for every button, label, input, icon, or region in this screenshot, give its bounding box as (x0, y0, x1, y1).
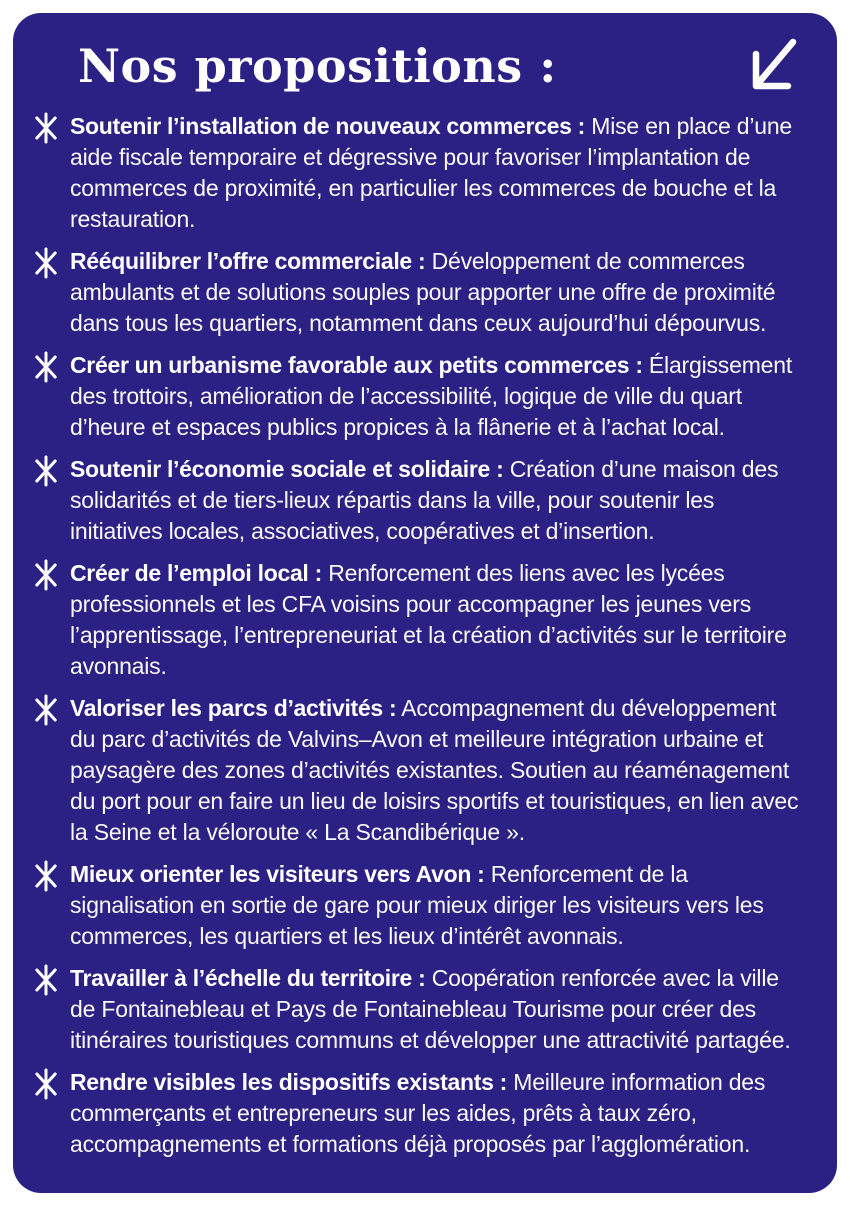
proposition-text (70, 963, 801, 1056)
asterisk-icon (31, 246, 61, 282)
asterisk-icon (31, 693, 61, 729)
proposition-body: Développement de commerces ambulants et de solutions souples pour apporter une offre de proximité dans tous les quartiers, notamment dans ceux aujourd’hui dépourvus. (70, 248, 776, 336)
proposition-body: Meilleure information des commerçants et entrepreneurs sur les aides, prêts à taux zéro, accompagnements et formations déjà proposés par l’agglomération. (70, 1069, 766, 1157)
proposition-body: Renforcement des liens avec les lycées professionnels et les CFA voisins pour accompagner les jeunes vers l’apprentissage, l’entrepreneuriat et la création d’activités sur le territoire avonnais. (70, 560, 787, 679)
proposition-title: Rendre visibles les dispositifs existants : (70, 1069, 508, 1095)
list-item (31, 1067, 801, 1160)
proposition-text (70, 246, 801, 339)
list-item (31, 111, 801, 235)
proposition-title: Soutenir l’économie sociale et solidaire : (70, 456, 504, 482)
list-item (31, 963, 801, 1056)
proposition-title: Soutenir l’installation de nouveaux commerces : (70, 113, 586, 139)
list-item (31, 859, 801, 952)
proposition-title: Créer un urbanisme favorable aux petits commerces : (70, 352, 643, 378)
proposition-body: Renforcement de la signalisation en sortie de gare pour mieux diriger les visiteurs vers les commerces, les quartiers et les lieux d’intérêt avonnais. (70, 861, 764, 949)
proposition-title: Valoriser les parcs d’activités : (70, 695, 397, 721)
proposition-title: Travailler à l’échelle du territoire : (70, 965, 426, 991)
proposition-text (70, 350, 801, 443)
propositions-card (13, 13, 837, 1193)
list-item (31, 350, 801, 443)
proposition-body: Mise en place d’une aide fiscale temporaire et dégressive pour favoriser l’implantation de commerces de proximité, en particulier les commerces de bouche et la restauration. (70, 113, 793, 232)
asterisk-icon (31, 350, 61, 386)
proposition-body: Coopération renforcée avec la ville de Fontainebleau et Pays de Fontainebleau Tourisme pour créer des itinéraires touristiques communs et développer une attractivité partagée. (70, 965, 791, 1053)
asterisk-icon (31, 111, 61, 147)
proposition-text (70, 558, 801, 682)
proposition-body: Création d’une maison des solidarités et de tiers-lieux répartis dans la ville, pour soutenir les initiatives locales, associatives, coopératives et d’insertion. (70, 456, 779, 544)
proposition-title: Mieux orienter les visiteurs vers Avon : (70, 861, 485, 887)
list-item (31, 558, 801, 682)
propositions-list (31, 111, 801, 1160)
asterisk-icon (31, 1067, 61, 1103)
proposition-text (70, 111, 801, 235)
page-title: Nos propositions : (78, 39, 557, 93)
asterisk-icon (31, 859, 61, 895)
proposition-body: Accompagnement du développement du parc d’activités de Valvins–Avon et meilleure intégration urbaine et paysagère des zones d’activités existantes. Soutien au réaménagement du port pour en faire un lieu de loisirs sportifs et touristiques, en lien avec la Seine et la véloroute « La Scandibérique ». (70, 695, 799, 845)
proposition-text (70, 1067, 801, 1160)
proposition-body: Élargissement des trottoirs, amélioration de l’accessibilité, logique de ville du quart d’heure et espaces publics propices à la flânerie et à l’achat local. (70, 352, 793, 440)
asterisk-icon (31, 558, 61, 594)
proposition-text (70, 693, 801, 848)
proposition-title: Rééquilibrer l’offre commerciale : (70, 248, 426, 274)
list-item (31, 454, 801, 547)
proposition-text (70, 454, 801, 547)
proposition-text (70, 859, 801, 952)
arrow-down-left-icon (743, 35, 801, 101)
list-item (31, 693, 801, 848)
asterisk-icon (31, 963, 61, 999)
asterisk-icon (31, 454, 61, 490)
proposition-title: Créer de l’emploi local : (70, 560, 322, 586)
card-header (31, 33, 801, 95)
list-item (31, 246, 801, 339)
